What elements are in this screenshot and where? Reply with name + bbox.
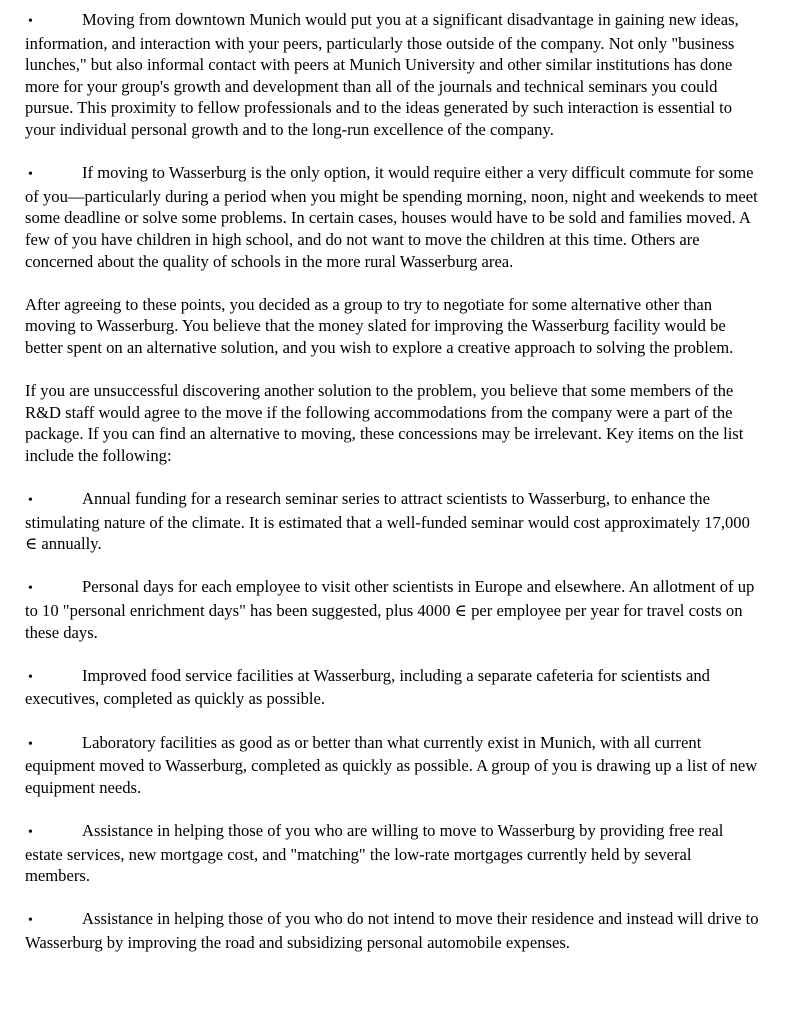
document-page: [25, 9, 760, 975]
bullet-item-personal-days: [25, 576, 760, 643]
bullet-item-laboratory-facilities: [25, 732, 760, 799]
bullet-text: Laboratory facilities as good as or better than what currently exist in Munich, with all current equipment moved to Wasserburg, completed as quickly as possible. A group of you is drawing up a list of new equipment needs.: [25, 732, 758, 797]
bullet-text: Improved food service facilities at Wasserburg, including a separate cafeteria for scientists and executives, completed as quickly as possible.: [25, 665, 710, 709]
bullet-marker: •: [28, 913, 33, 929]
bullet-text: Moving from downtown Munich would put you at a significant disadvantage in gaining new ideas, information, and interaction with your peers, particularly those outside of the company. Not only "business lunches," but also informal contact with peers at Munich University and other similar institutions has done more for your group's growth and development than all of the journals and technical seminars you could pursue. This proximity to fellow professionals and to the ideas generated by such interaction is essential to your individual personal growth and to the long-run excellence of the company.: [25, 10, 739, 139]
bullet-item-seminar-funding: [25, 488, 760, 555]
bullet-marker: •: [28, 736, 33, 752]
bullet-text: Assistance in helping those of you who are willing to move to Wasserburg by providing free real estate services, new mortgage cost, and "matching" the low-rate mortgages currently held by several members.: [25, 820, 724, 886]
bullet-text: If moving to Wasserburg is the only option, it would require either a very difficult commute for some of you—particularly during a period when you might be spending morning, noon, night and weekends to meet some deadline or solve some problems. In certain cases, houses would have to be sold and families moved. A few of you have children in high school, and do not want to move the children at this time. Others are concerned about the quality of schools in the more rural Wasserburg area.: [25, 163, 758, 271]
paragraph-group-decision: After agreeing to these points, you decided as a group to try to negotiate for some alternative other than moving to Wasserburg. You believe that the money slated for improving the Wasserburg facility would be better spent on an alternative solution, and you wish to explore a creative approach to solving the problem.: [25, 294, 734, 357]
bullet-marker: •: [28, 167, 33, 183]
bullet-item-food-service: [25, 665, 760, 710]
bullet-item-commute-concerns: [25, 162, 760, 272]
bullet-text: Assistance in helping those of you who do not intend to move their residence and instead will drive to Wasserburg by improving the road and subsidizing personal automobile expenses.: [25, 909, 759, 952]
bullet-marker: •: [28, 669, 33, 685]
bullet-marker: •: [28, 14, 33, 29]
bullet-text: Annual funding for a research seminar series to attract scientists to Wasserburg, to enhance the stimulating nature of the climate. It is estimated that a well-funded seminar would cost approximately 17,000 ∈ annually.: [25, 489, 750, 554]
bullet-item-munich-disadvantage: [25, 9, 760, 141]
bullet-item-relocation-assistance: [25, 820, 760, 887]
paragraph-accommodations-intro: If you are unsuccessful discovering another solution to the problem, you believe that some members of the R&D staff would agree to the move if the following accommodations from the company were a part of the package. If you can find an alternative to moving, these concessions may be irrelevant. Key items on the list include the following:: [25, 381, 744, 465]
bullet-marker: •: [28, 824, 33, 840]
bullet-item-commuter-assistance: [25, 908, 760, 953]
bullet-marker: •: [28, 493, 33, 509]
bullet-text: Personal days for each employee to visit other scientists in Europe and elsewhere. An allotment of up to 10 "personal enrichment days" has been suggested, plus 4000 ∈ per employee per year for travel costs on these days.: [25, 577, 755, 642]
bullet-marker: •: [28, 581, 33, 597]
